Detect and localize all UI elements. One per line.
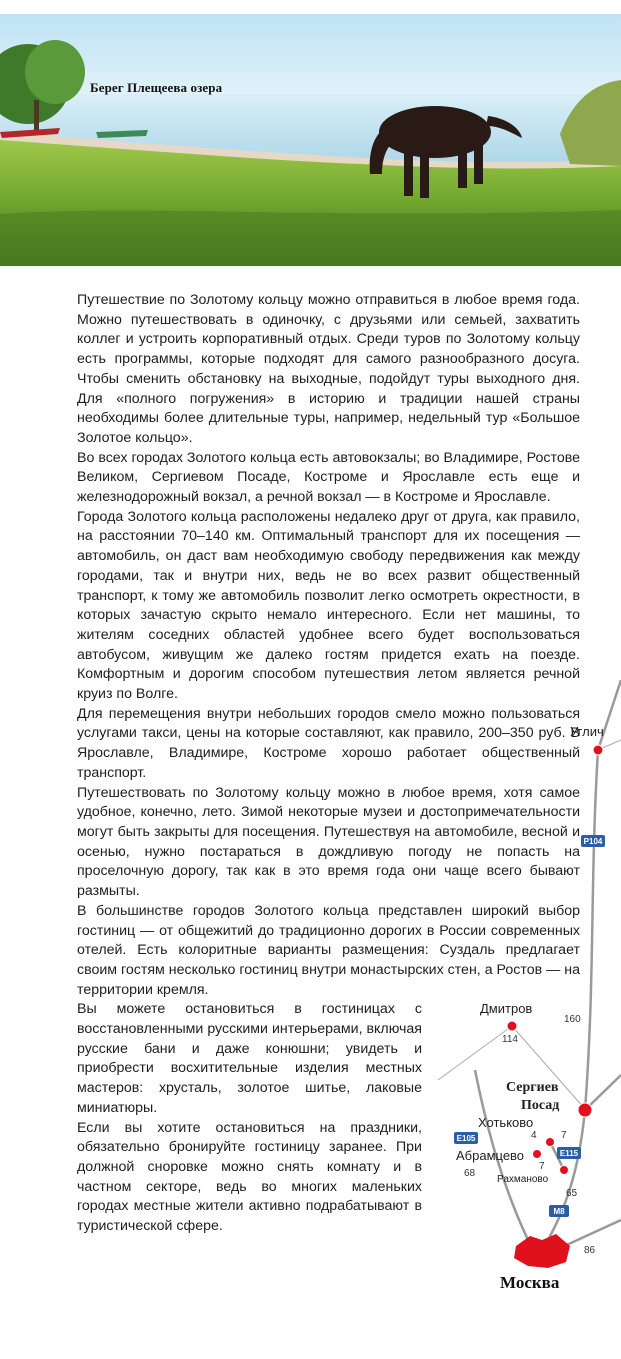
shield-e105-label: E105 [456,1134,476,1143]
road-north [598,680,621,750]
route-map-svg [430,680,621,1290]
paragraph-season: Путешествовать по Золотому кольцу можно в любое время, хотя самое удобное, конечно, лето. Зимой некоторые музеи и достопримечательности могут быть закрыты для посещения. Путешествуя на автомобиле, весной и осенью, нужно постараться в дождливую погоду не попасть на проселочную дорогу, так как в это время года они чаще всего бывают размыты. [77,784,580,900]
dmitrov-dot [507,1021,517,1031]
road-uglich-sergiev [585,750,598,1110]
abramtsevo-dot [533,1150,542,1159]
shield-e115-label: E115 [559,1149,579,1158]
distance-65: 65 [566,1188,578,1199]
khotkovo-dot [546,1138,555,1147]
lake-photo-illustration [0,14,621,266]
paragraph-booking: Если вы хотите остановиться на праздники, обязательно бронируйте гостиницу заранее. При должной сноровке можно снять комнату и в частном секторе, ведь во многих маленьких городах местные жители активно подрабатывают в туристической сфере. [77,1119,422,1235]
road-east-moscow [560,1220,621,1248]
shield-m8 [549,1205,569,1217]
khotkovo-label: Хотьково [478,1115,534,1130]
paragraph-hotels: В большинстве городов Золотого кольца представлен широкий выбор гостиниц — от общежитий до традиционно дорогих в России современных отелей. Есть колоритные варианты размещения: Суздаль предлагает своим гостям несколько гостиниц внутри монастырских стен, а Ростов — на территории кремля. [77,902,580,998]
distance-114: 114 [502,1034,518,1045]
shield-e115 [557,1147,581,1159]
distance-68: 68 [464,1168,476,1179]
photo-caption: Берег Плещеева озера [90,80,223,95]
uglich-dot [593,745,603,755]
paragraph-transport: Города Золотого кольца расположены недалеко друг от друга, как правило, на расстоянии 70–140 км. Оптимальный транспорт для их посещения — автомобиль, он даст вам необходимую свободу передвижения как между городами, так и внутри них, ведь не во всех развит общественный транспорт, к тому же автомобиль позволит легко осмотреть окрестности, в которых зачастую скрыто немало интересного. Если нет машины, то жителям соседних областей удобнее всего будет воспользоваться автобусом, живущим же далеко гостям придется ехать на поезде. Комфортным и дорогим способом путешествия летом является речной круиз по Волге. [77,508,580,703]
shield-e105 [454,1132,478,1144]
lake-photo [0,14,621,266]
abramtsevo-label: Абрамцево [456,1148,525,1163]
sergiev-posad-dot [578,1103,592,1117]
distance-7-east: 7 [561,1130,567,1141]
shield-p104 [581,835,605,847]
distance-7-south: 7 [539,1161,545,1172]
shield-p104-label: P104 [583,837,603,846]
sergiev-label-line1: Сергиев [506,1080,559,1095]
distance-160: 160 [564,1014,581,1025]
moscow-label: Москва [500,1273,560,1290]
route-map [430,680,621,1290]
paragraph-intro: Путешествие по Золотому кольцу можно отправиться в любое время года. Можно путешествовать в одиночку, с друзьями или семьей, захватить коллег и устроить корпоративный отдых. Среди туров по Золотому кольцу есть программы, которые подходят для самого разнообразного досуга. Чтобы сменить обстановку на выходные, подойдут туры выходного дня. Для «полного погружения» в историю и традиции нашей страны необходимы более длительные туры, например, недельный тур «Большое Золотое кольцо». [77,292,580,446]
sergiev-label-line2: Посад [521,1098,560,1113]
paragraph-taxi: Для перемещения внутри небольших городов смело можно пользоваться услугами такси, цены на которые составляют, как правило, 200–350 руб. В Ярославле, Владимире, Костроме хорошо работает общественный транспорт. [77,705,580,781]
paragraph-interiors: Вы можете остановиться в гостиницах с восстановленными русскими интерьерами, включая русские бани и даже конюшни; увидеть и приобрести восхитительные изделия местных мастеров: хрусталь, золотое шитье, лаковые миниатюры. [77,1001,422,1116]
dmitrov-label: Дмитров [480,1001,533,1016]
road-thin-dmitrov-sergiev [512,1026,584,1108]
road-east [585,1075,621,1110]
shield-m8-label: M8 [553,1207,565,1216]
rakhmanovo-label: Рахманово [497,1174,549,1185]
paragraph-stations: Во всех городах Золотого кольца есть автовокзалы; во Владимире, Ростове Великом, Сергиевом Посаде, Костроме и Ярославле есть еще и железнодорожный вокзал, а речной вокзал — в Костроме и Ярославле. [77,449,580,506]
distance-86: 86 [584,1245,596,1256]
moscow-area [514,1234,570,1268]
uglich-label: Углич [570,724,604,739]
rakhmanovo-dot [560,1166,569,1175]
distance-4: 4 [531,1130,537,1141]
